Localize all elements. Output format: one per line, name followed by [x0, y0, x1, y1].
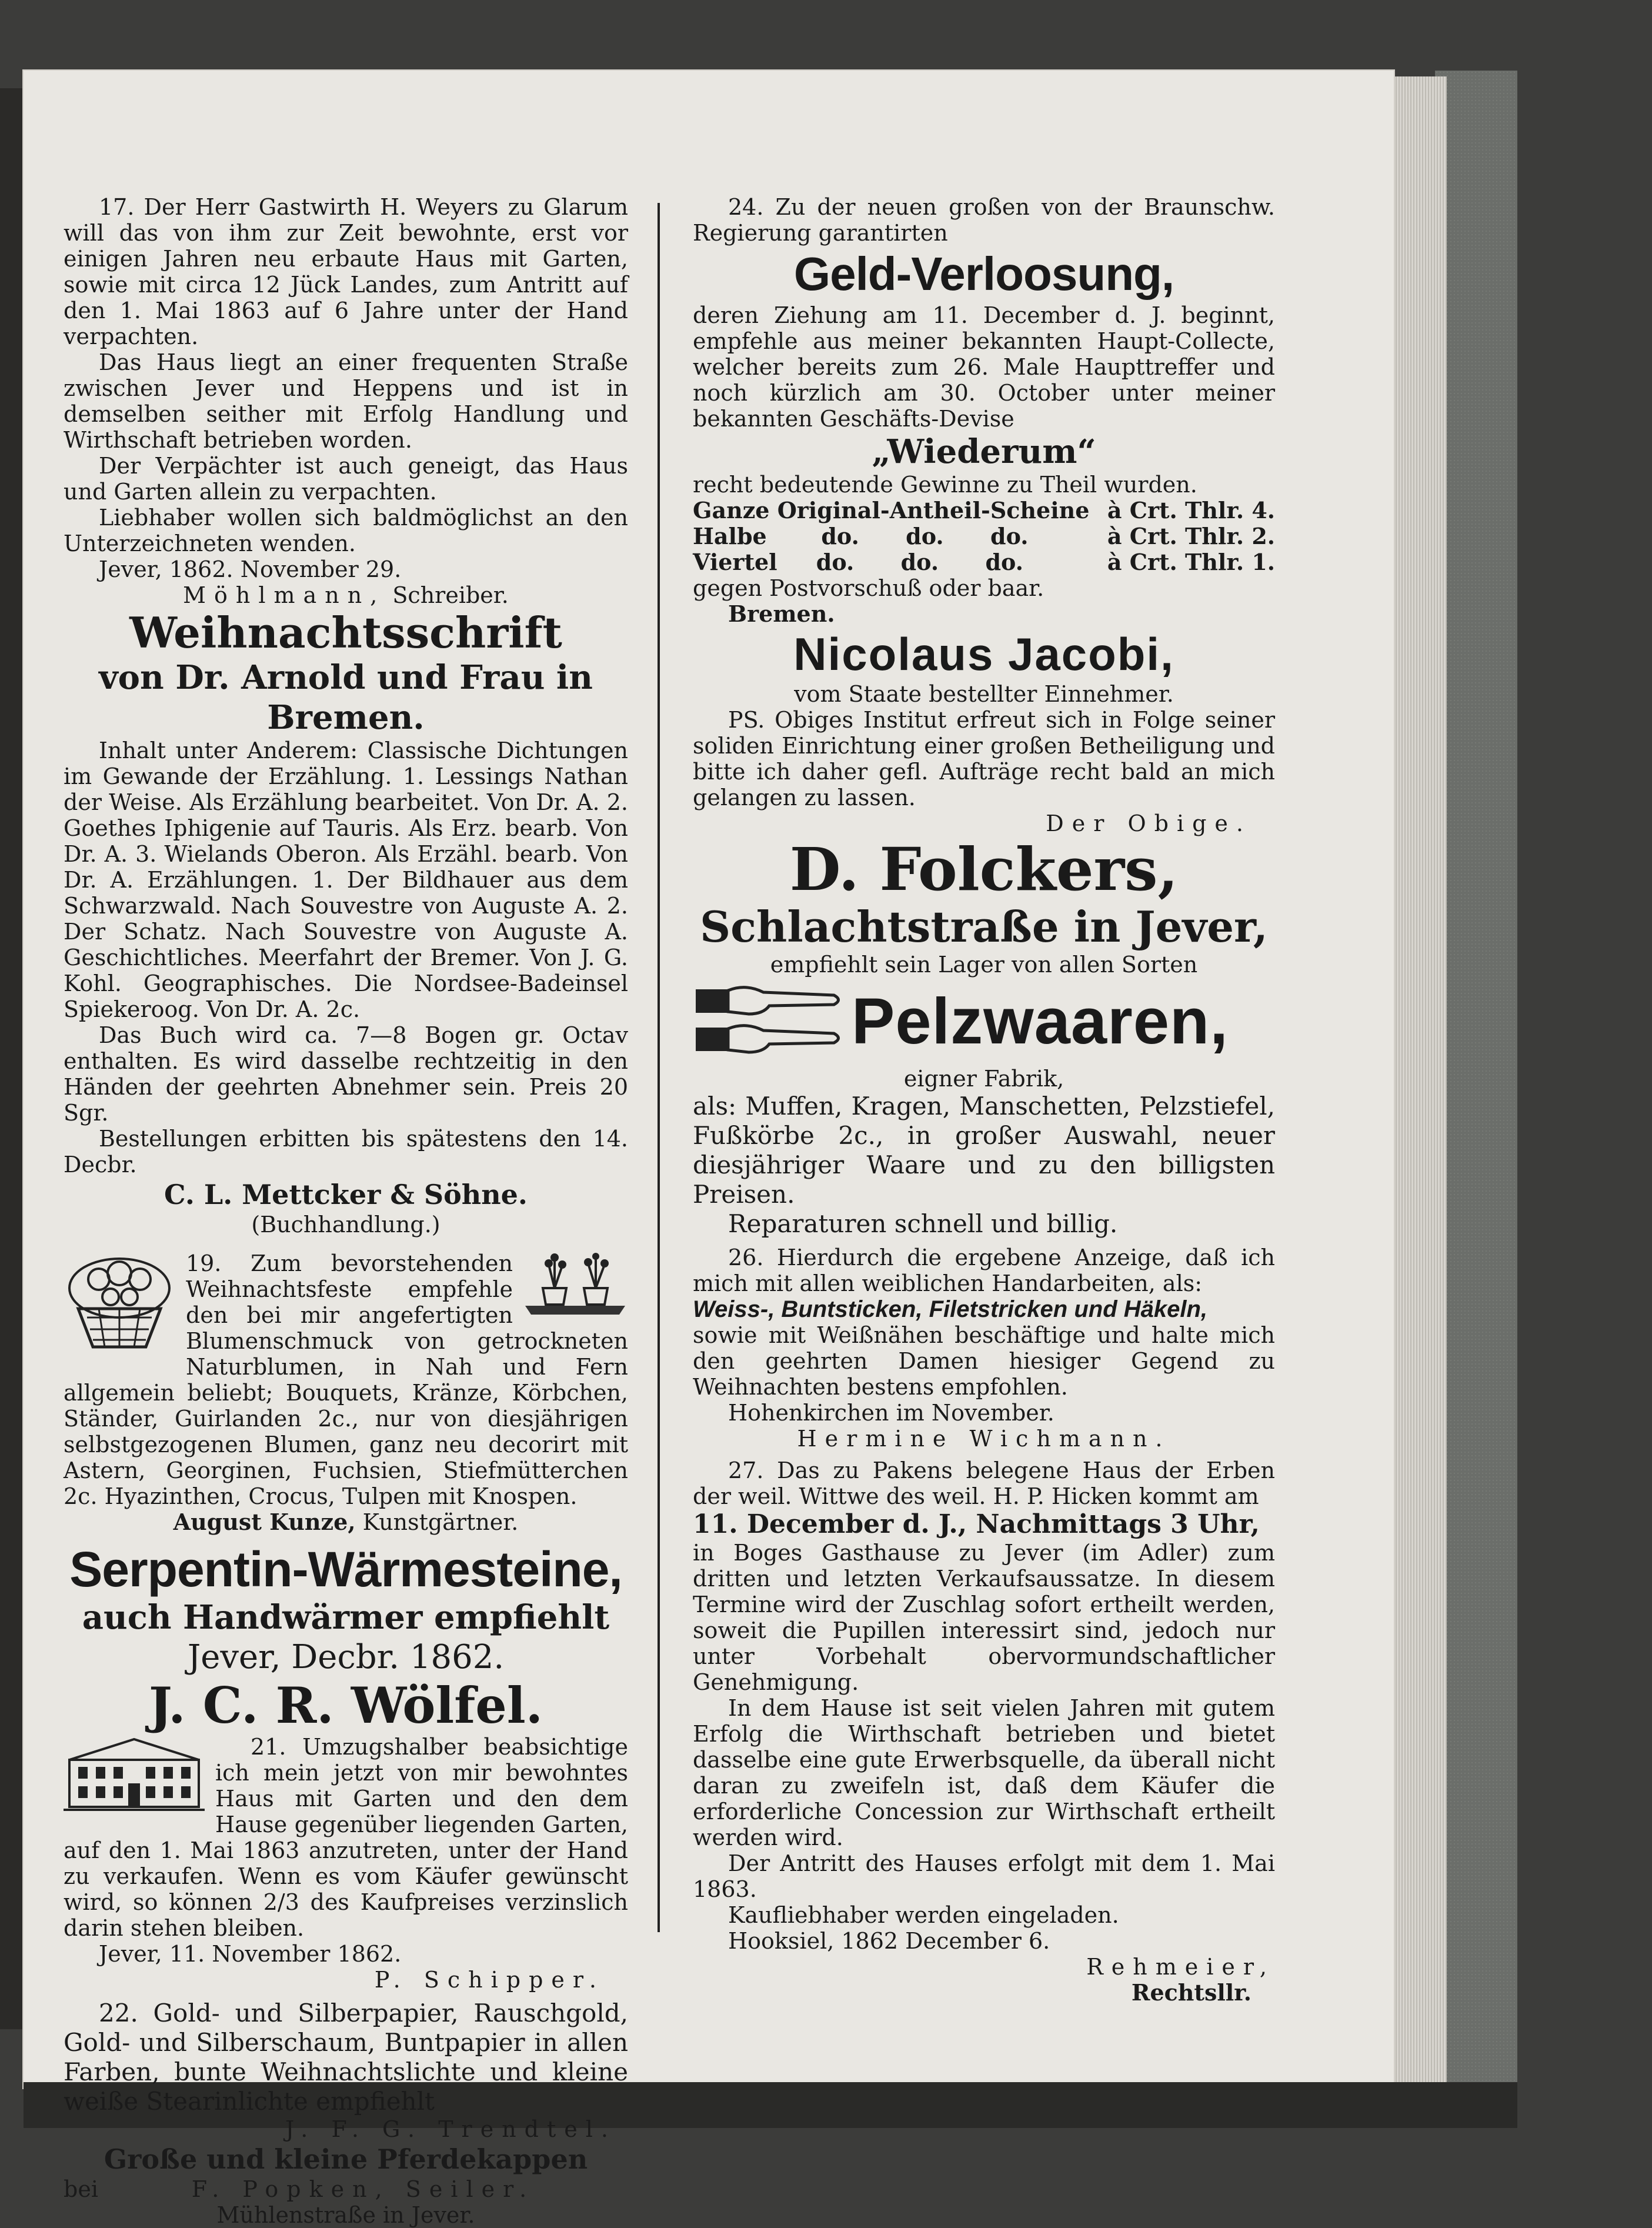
ad22-address: Mühlenstraße in Jever.: [216, 2202, 475, 2228]
ad-24: [693, 194, 1275, 836]
ad21-signer: P. Schipper.: [374, 1967, 605, 1993]
ad-serpentin: [64, 1541, 628, 1734]
price-row-3-price: à Crt. Thlr. 1.: [1107, 549, 1275, 575]
ad26-crafts: Weiss-, Buntsticken, Filetstricken und Häkeln,: [693, 1296, 1208, 1322]
serpentin-line-3: Jever, Decbr. 1862.: [187, 1638, 505, 1676]
weihnacht-firm: C. L. Mettcker & Söhne.: [164, 1179, 528, 1210]
weihnacht-body: Inhalt unter Anderem: Classische Dichtungen im Gewande der Erzählung. 1. Lessings Nathan der Weise. Als Erzählung bearbeitet. Von Dr. A. 2. Goethes Iphigenie auf Tauris. Als Erz. bearb. Von Dr. A. 3. Wielands Oberon. Als Erzähl. bearb. Von Dr. A. Erzählungen. 1. Der Bildhauer aus dem Schwarzwald. Nach Souvestre von Auguste A. 2. Der Schatz. Nach Souvestre von Auguste A. Geschichtliches. Meerfahrt der Bremer. Von J. G. Kohl. Geographisches. Die Nordsee-Badeinsel Spiekeroog. Von Dr. A. 2c.: [64, 738, 628, 1022]
ad24-paragraph-2: recht bedeutende Gewinne zu Theil wurden.: [693, 472, 1197, 498]
price-row-3: [693, 549, 1275, 575]
ad-folckers: [693, 836, 1275, 1239]
price-row-1-price: à Crt. Thlr. 4.: [1107, 497, 1275, 523]
ad24-name: Nicolaus Jacobi,: [793, 628, 1174, 680]
ad22-bei: bei: [64, 2176, 98, 2202]
ad27-signer: Rehmeier,: [1086, 1954, 1275, 1980]
ad21-text: 21. Umzugshalber beabsichtige ich mein jetzt von mir bewohntes Haus mit Garten und den dem Hause gegenüber liegenden Garten, auf den 1. Mai 1863 anzutreten, unter der Hand zu verkaufen. Wenn es vom Käufer gewünscht wird, so können 2/3 des Kaufpreises verzinslich darin stehen bleiben.: [64, 1734, 628, 1941]
ad17-paragraph-4: Liebhaber wollen sich baldmöglichst an den Unterzeichneten wenden.: [64, 505, 628, 556]
weihnacht-subtitle: von Dr. Arnold und Frau in Bremen.: [99, 658, 593, 737]
pelzwaaren-row: [693, 978, 1275, 1066]
ad27-date: Hooksiel, 1862 December 6.: [728, 1928, 1050, 1954]
ad19-signer: August Kunze,: [173, 1509, 356, 1535]
weihnacht-title: Weihnachtsschrift: [129, 608, 562, 658]
ad27-signature: [693, 1954, 1275, 2006]
ad-17: [64, 194, 628, 608]
folckers-body: als: Muffen, Kragen, Manschetten, Pelzstiefel, Fußkörbe 2c., in großer Auswahl, neuer diesjähriger Waare und zu den billigsten Preisen.: [693, 1092, 1275, 1209]
folckers-line: empfiehlt sein Lager von allen Sorten: [770, 952, 1198, 978]
price-row-2-price: à Crt. Thlr. 2.: [1107, 523, 1275, 549]
ad-21: [64, 1734, 628, 1993]
ad21-date: Jever, 11. November 1862.: [99, 1941, 402, 1967]
ad22-signer: J. F. G. Trendtel.: [285, 2116, 616, 2142]
ad-26: [693, 1245, 1275, 1452]
ad24-motto: „Wiederum“: [872, 432, 1096, 471]
ad22-headline: Große und kleine Pferdekappen: [104, 2143, 588, 2175]
ad24-ps: PS. Obiges Institut erfreut sich in Folge seiner soliden Einrichtung einer großen Betheiligung und bitte ich daher gefl. Aufträge recht bald an mich gelangen zu lassen.: [693, 707, 1275, 811]
flower-basket-icon: [64, 1253, 175, 1353]
weihnacht-paragraph-3: Bestellungen erbitten bis spätestens den 14. Decbr.: [64, 1126, 628, 1178]
ad22-seller-line: [64, 2176, 628, 2202]
ad26-place: Hohenkirchen im November.: [728, 1400, 1054, 1426]
folckers-product: Pelzwaaren,: [852, 985, 1229, 1058]
ad26-signer: Hermine Wichmann.: [797, 1426, 1171, 1452]
ad24-paragraph-1: deren Ziehung am 11. December d. J. beginnt, empfehle aus meiner bekannten Haupt-Collecte, welcher bereits zum 26. Male Haupttreffer und noch kürzlich am 30. October unter meiner bekannten Geschäfts-Devise: [693, 302, 1275, 432]
pointing-hands-icon: [693, 978, 846, 1066]
serpentin-line-2: auch Handwärmer empfiehlt: [82, 1598, 610, 1637]
ad27-paragraph-2: In dem Hause ist seit vielen Jahren mit gutem Erfolg die Wirthschaft betrieben und bietet dasselbe eine gute Erwerbsquelle, da überall nicht daran zu zweifeln ist, daß dem Käufer die erforderliche Concession zur Wirthschaft ertheilt werden wird.: [693, 1695, 1275, 1850]
ad27-paragraph-4: Kaufliebhaber werden eingeladen.: [728, 1902, 1119, 1928]
price-row-3-label: Viertel do. do. do.: [693, 549, 1023, 575]
left-column: [64, 194, 628, 2228]
ad17-date: Jever, 1862. November 29.: [99, 556, 402, 582]
ad19-text: 19. Zum bevorstehenden Weihnachtsfeste empfehle den bei mir angefertigten Blumenschmuck von getrockneten Naturblumen, in Nah und Fern allgemein beliebt; Bouquets, Kränze, Körbchen, Ständer, Guirlanden 2c., nur von diesjährigen selbstgezogenen Blumen, ganz neu decorirt mit Astern, Georginen, Fuchsien, Stiefmütterchen 2c. Hyazinthen, Crocus, Tulpen mit Knospen.: [64, 1250, 628, 1509]
ad24-intro: 24. Zu der neuen großen von der Braunschw. Regierung garantirten: [693, 194, 1275, 246]
ad17-signer: Möhlmann,: [183, 582, 386, 608]
serpentin-firm: J. C. R. Wölfel.: [148, 1676, 543, 1735]
house-icon: [64, 1736, 205, 1813]
ad26-text-b: sowie mit Weißnähen beschäftige und halte mich den geehrten Damen hiesiger Gegend zu Weihnachten bestens empfohlen.: [693, 1322, 1275, 1400]
ad17-signature: [64, 582, 628, 608]
ad22-text: 22. Gold- und Silberpapier, Rauschgold, Gold- und Silberschaum, Buntpapier in allen Farben, bunte Weihnachtslichte und kleine weiße Stearinlichte empfiehlt: [64, 1999, 628, 2116]
ad27-signer-role: Rechtsllr.: [1131, 1979, 1251, 2006]
ad24-headline: Geld-Verloosung,: [793, 248, 1174, 300]
ad19-signer-role: Kunstgärtner.: [362, 1509, 519, 1535]
ad-weihnachtsschrift: [64, 608, 628, 1238]
ad17-paragraph-1: 17. Der Herr Gastwirth H. Weyers zu Glarum will das von ihm zur Zeit bewohnte, erst vor einigen Jahren neu erbaute Haus mit Garten, sowie mit circa 12 Jück Landes, zum Antritt auf den 1. Mai 1863 auf 6 Jahre unter der Hand verpachten.: [64, 194, 628, 349]
ad-22: [64, 1999, 628, 2228]
ad24-ps-signer: Der Obige.: [1046, 811, 1251, 836]
ad-27: [693, 1457, 1275, 2006]
flower-pots-icon: [522, 1253, 628, 1318]
price-row-2: [693, 523, 1275, 549]
ad27-paragraph-1c: in Boges Gasthause zu Jever (im Adler) zum dritten und letzten Verkaufsaussatze. In diesem Termine wird der Zuschlag sofort ertheilt werden, soweit die Pupillen interessirt sind, jedoch nur unter Vorbehalt obervormundschaftlicher Genehmigung.: [693, 1540, 1275, 1695]
ad22-seller: F. Popken, Seiler.: [191, 2176, 535, 2202]
ad24-city: Bremen.: [728, 601, 835, 627]
ad27-paragraph-1: 27. Das zu Pakens belegene Haus der Erben der weil. Wittwe des weil. H. P. Hicken kommt am: [693, 1457, 1275, 1509]
book-cover-board: [1435, 71, 1517, 2100]
folckers-name: D. Folckers,: [789, 835, 1179, 904]
right-column: [693, 194, 1275, 2006]
weihnacht-firm-note: (Buchhandlung.): [251, 1212, 440, 1238]
serpentin-title: Serpentin-Wärmesteine,: [69, 1542, 622, 1597]
folckers-fabrik: eigner Fabrik,: [903, 1066, 1064, 1092]
column-divider: [658, 203, 660, 1932]
ad17-signer-role: Schreiber.: [392, 582, 509, 608]
ad24-role: vom Staate bestellter Einnehmer.: [794, 681, 1174, 707]
weihnacht-paragraph-2: Das Buch wird ca. 7—8 Bogen gr. Octav enthalten. Es wird dasselbe rechtzeitig in den Händen der geehrten Abnehmer sein. Preis 20 Sgr.: [64, 1022, 628, 1126]
price-row-2-label: Halbe do. do. do.: [693, 523, 1029, 549]
ad26-text-a: 26. Hierdurch die ergebene Anzeige, daß ich mich mit allen weiblichen Handarbeiten, als:: [693, 1245, 1275, 1296]
ad27-paragraph-3: Der Antritt des Hauses erfolgt mit dem 1. Mai 1863.: [693, 1850, 1275, 1902]
price-row-1-label: Ganze Original-Antheil-Scheine: [693, 497, 1090, 523]
ad17-paragraph-3: Der Verpächter ist auch geneigt, das Haus und Garten allein zu verpachten.: [64, 453, 628, 505]
ad17-paragraph-2: Das Haus liegt an einer frequenten Straße zwischen Jever und Heppens und ist in demselben seither mit Erfolg Handlung und Wirthschaft betrieben worden.: [64, 349, 628, 453]
price-row-1: [693, 498, 1275, 523]
folckers-address: Schlachtstraße in Jever,: [700, 902, 1268, 952]
ad-19: [64, 1250, 628, 1535]
folckers-repair: Reparaturen schnell und billig.: [728, 1209, 1118, 1238]
ad24-paragraph-3: gegen Postvorschuß oder baar.: [693, 575, 1044, 601]
ad27-auction-date: 11. December d. J., Nachmittags 3 Uhr,: [693, 1509, 1260, 1539]
ad19-signature: [64, 1509, 628, 1535]
